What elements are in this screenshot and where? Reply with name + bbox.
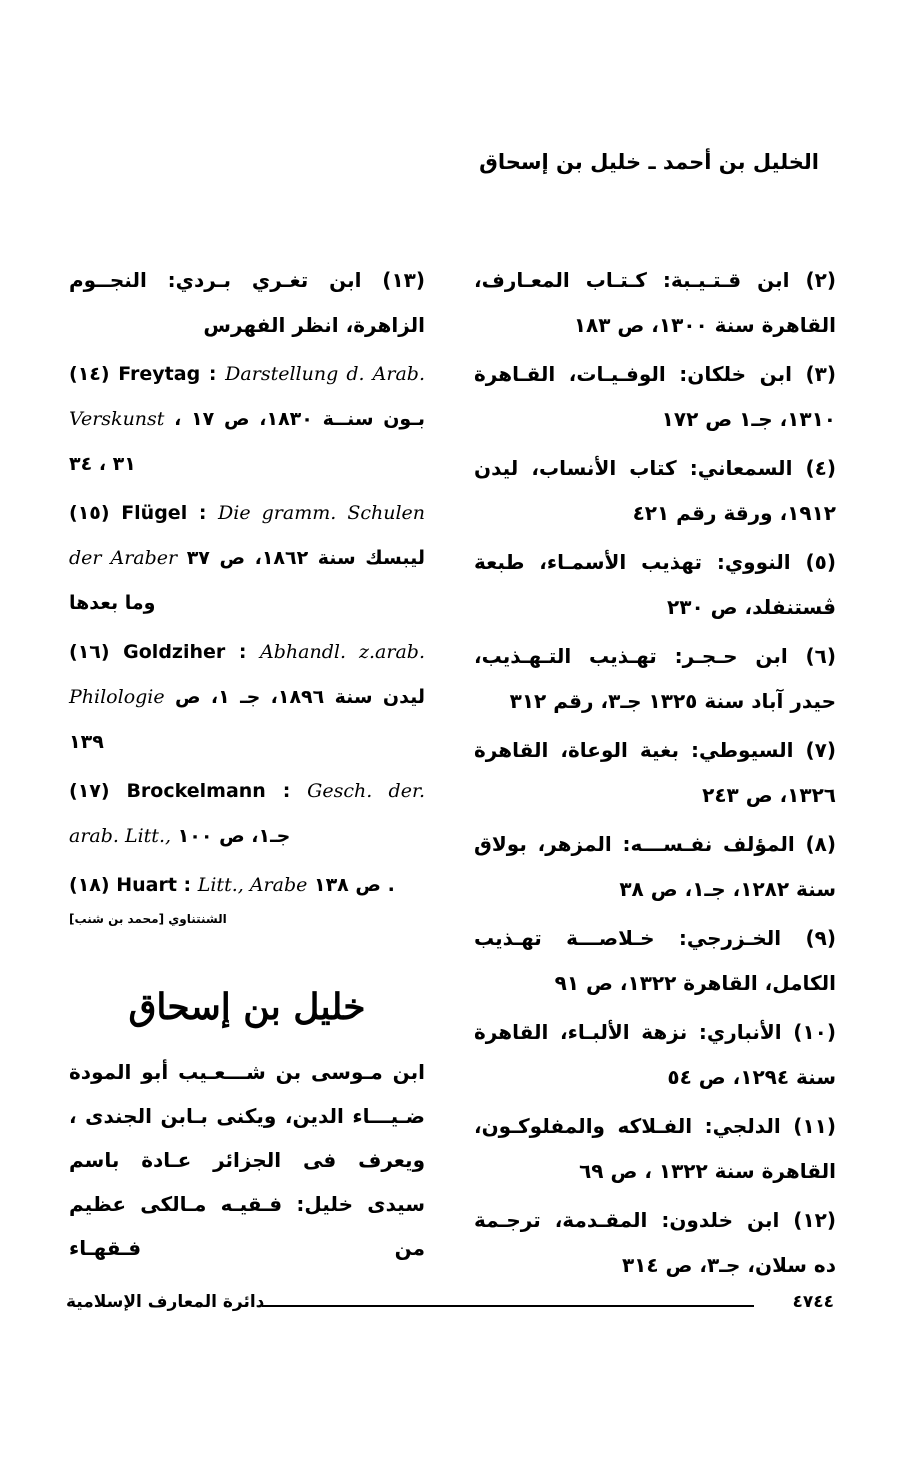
reference-details: ليدن سنة ١٨٩٦، جـ ١، ص ١٣٩ xyxy=(69,686,425,753)
reference-12: (١٢) ابن خلدون: المقـدمة، ترجـمة ده سلان، جـ٣، ص ٣١٤ xyxy=(474,1208,836,1277)
reference-13: (١٣) ابن تغـري بـردي: النجــوم الزاهرة، انظر الفهرس xyxy=(69,268,425,337)
page-footer xyxy=(66,1292,834,1322)
reference-number: (١٧) xyxy=(69,780,110,802)
reference-details: ص ١٣٨ . xyxy=(313,874,395,896)
article-title: خليل بن إسحاق xyxy=(128,986,366,1028)
publication-title: دائرة المعارف الإسلامية xyxy=(66,1292,265,1312)
article-body: ابن مـوسى بن شـــعـيب أبو المودة ضـيـــاء الدين، ويكنى بـابن الجندى ، ويعرف فى الجزائر عـادة باسم سيدى خليل: فـقيـه مـالكى عظيم من فـقهـاء xyxy=(69,1060,425,1260)
reference-4: (٤) السمعاني: كتاب الأنساب، ليدن ١٩١٢، ورقة رقم ٤٢١ xyxy=(474,456,836,525)
reference-11: (١١) الدلجي: الفـلاكه والمفلوكـون، القاهرة سنة ١٣٢٢ ، ص ٦٩ xyxy=(474,1114,836,1183)
reference-14: (١٤) Freytag : Darstellung d. Arab. Verskunst بـون سنــة ١٨٣٠، ص ١٧ ، ٣١ ، ٣٤ xyxy=(69,363,425,475)
reference-10: (١٠) الأنباري: نزهة الألبـاء، القاهرة سنة ١٢٩٤، ص ٥٤ xyxy=(474,1020,836,1089)
reference-title: Litt., Arabe xyxy=(197,874,308,896)
reference-title: Gesch. der. arab. Litt., xyxy=(69,780,425,847)
reference-number: (١٥) xyxy=(69,502,110,524)
reference-author: Goldziher xyxy=(123,641,226,663)
article-author-signature: الشنتناوي [محمد بن شنب] xyxy=(69,912,227,926)
reference-details: ليبسك سنة ١٨٦٢، ص ٣٧ وما بعدها xyxy=(69,547,425,614)
reference-details: بـون سنــة ١٨٣٠، ص ١٧ ، ٣١ ، ٣٤ xyxy=(69,408,425,475)
reference-16: (١٦) Goldziher : Abhandl. z.arab. Philologie ليدن سنة ١٨٩٦، جـ ١، ص ١٣٩ xyxy=(69,641,425,753)
reference-details: جـ١، ص ١٠٠ xyxy=(177,825,291,847)
reference-author: Huart xyxy=(116,874,177,896)
reference-17: (١٧) Brockelmann : Gesch. der. arab. Litt., جـ١، ص ١٠٠ xyxy=(69,780,425,847)
reference-8: (٨) المؤلف نفـســـه: المزهر، بولاق سنة ١٢٨٢، جـ١، ص ٣٨ xyxy=(474,832,836,901)
reference-7: (٧) السيوطي: بغية الوعاة، القاهرة ١٣٢٦، ص ٢٤٣ xyxy=(474,738,836,807)
reference-5: (٥) النووي: تهذيب الأسمـاء، طبعة ڤستنفلد، ص ٢٣٠ xyxy=(474,550,836,619)
page-number: ٤٧٤٤ xyxy=(792,1292,834,1312)
reference-title: Abhandl. z.arab. Philologie xyxy=(69,641,425,708)
reference-3: (٣) ابن خلكان: الوفـيـات، القـاهرة ١٣١٠، جـ١ ص ١٧٢ xyxy=(474,362,836,431)
footer-rule xyxy=(262,1305,754,1307)
running-header: الخليل بن أحمد ـ خليل بن إسحاق xyxy=(479,150,819,174)
reference-author: Flügel xyxy=(121,502,188,524)
right-column xyxy=(474,258,836,1292)
reference-6: (٦) ابن حـجـر: تهـذيب التـهـذيب، حيدر آباد سنة ١٣٢٥ جـ٣، رقم ٣١٢ xyxy=(474,644,836,713)
reference-author: Freytag xyxy=(118,363,201,385)
reference-title: Die gramm. Schulen der Araber xyxy=(69,502,426,569)
reference-15: (١٥) Flügel : Die gramm. Schulen der Araber ليبسك سنة ١٨٦٢، ص ٣٧ وما بعدها xyxy=(69,502,426,614)
reference-number: (١٦) xyxy=(69,641,110,663)
left-column xyxy=(69,258,425,1270)
reference-number: (١٤) xyxy=(69,363,110,385)
reference-9: (٩) الخـزرجي: خـلاصـــة تهـذيب الكامل، القاهرة ١٣٢٢، ص ٩١ xyxy=(474,926,836,995)
reference-18: (١٨) Huart : Litt., Arabe ص ١٣٨ . xyxy=(69,874,395,896)
reference-2: (٢) ابن قـتـيـبة: كـتـاب المعـارف، القاهرة سنة ١٣٠٠، ص ١٨٣ xyxy=(474,268,836,337)
reference-number: (١٨) xyxy=(69,874,110,896)
reference-author: Brockelmann xyxy=(126,780,266,802)
reference-title: Darstellung d. Arab. Verskunst xyxy=(69,363,425,430)
